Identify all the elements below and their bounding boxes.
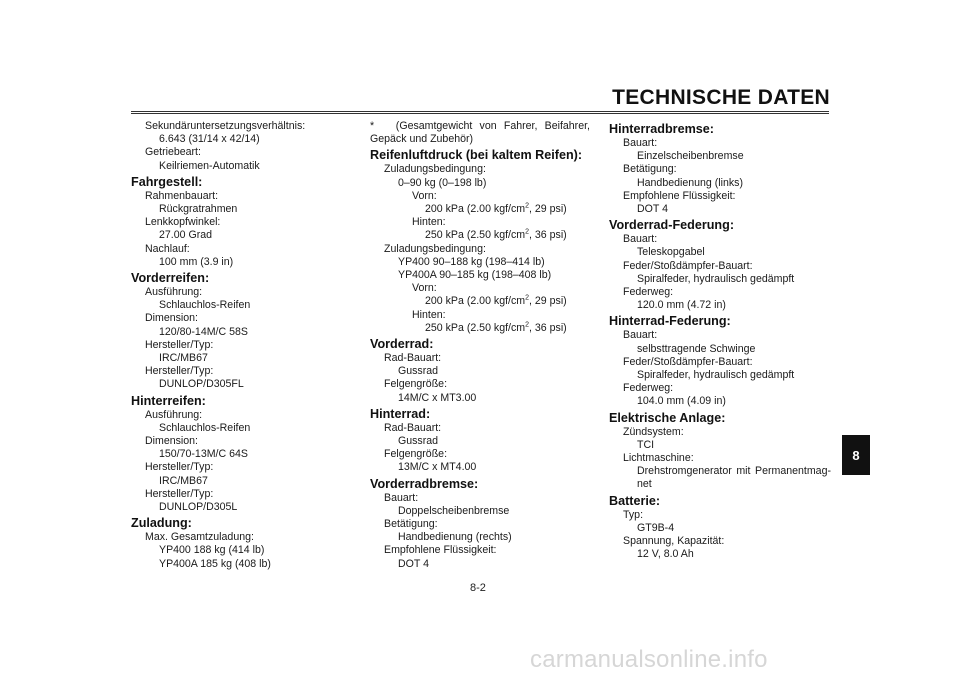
spec-line: Einzelscheibenbremse — [637, 150, 744, 163]
spec-line — [370, 295, 590, 308]
spec-line: Spiralfeder, hydraulisch gedämpft — [637, 272, 795, 285]
spec-line: Zuladungsbedingung: — [384, 242, 486, 255]
spec-line: Sekundäruntersetzungsverhältnis: — [145, 120, 306, 132]
footnote-text-line-2: Gepäck und Zubehör) — [370, 133, 474, 146]
spec-line: Rückgratrahmen — [159, 203, 238, 216]
spec-line: Schlauchlos-Reifen — [159, 299, 251, 312]
spec-line: Keilriemen-Automatik — [159, 159, 260, 172]
section-heading: Hinterrad-Federung: — [609, 314, 731, 329]
section-heading: Reifenluftdruck (bei kaltem Reifen): — [370, 148, 583, 163]
section-heading: Fahrgestell: — [131, 174, 203, 189]
spec-value-suffix: , 29 psi) — [529, 295, 567, 308]
spec-line: Betätigung: — [384, 518, 438, 531]
spec-line: 6.643 (31/14 x 42/14) — [159, 133, 260, 146]
spec-line: Feder/Stoßdämpfer-Bauart: — [623, 355, 753, 368]
spec-line: YP400A 185 kg (408 lb) — [159, 557, 271, 570]
spec-line: Lenkkopfwinkel: — [145, 216, 221, 229]
spec-list — [370, 147, 590, 570]
spec-line: Drehstromgenerator mit Permanentmag- — [637, 465, 831, 478]
section-heading: Elektrische Anlage: — [609, 410, 726, 425]
footnote-text-line-1: (Gesamtgewicht von Fahrer, Beifahrer, — [395, 120, 590, 132]
spec-line: Hersteller/Typ: — [145, 365, 214, 378]
watermark: carmanualsonline.info — [530, 646, 768, 673]
spec-line: Hinten: — [412, 216, 446, 229]
spec-line: 120/80-14M/C 58S — [159, 325, 248, 338]
spec-line — [370, 322, 590, 335]
section-heading: Zuladung: — [131, 516, 192, 531]
spec-line: Federweg: — [623, 286, 674, 299]
spec-line: Nachlauf: — [145, 242, 190, 255]
title-divider — [131, 111, 829, 114]
spec-line: Ausführung: — [145, 286, 203, 299]
spec-value-suffix: , 29 psi) — [529, 203, 567, 216]
spec-column-1 — [131, 120, 351, 571]
spec-line: Lichtmaschine: — [623, 452, 694, 465]
spec-line: 13M/C x MT4.00 — [398, 461, 477, 474]
spec-line: 120.0 mm (4.72 in) — [637, 299, 726, 312]
spec-line: 14M/C x MT3.00 — [398, 391, 477, 404]
spec-line: Dimension: — [145, 312, 198, 325]
spec-line: 27.00 Grad — [159, 229, 213, 242]
spec-line — [370, 229, 590, 242]
spec-line: Vorn: — [412, 282, 437, 295]
spec-value: 200 kPa (2.00 kgf/cm — [425, 295, 526, 308]
spec-line: Bauart: — [623, 233, 658, 246]
section-heading: Hinterradbremse: — [609, 122, 714, 136]
section-heading: Vorderrad-Federung: — [609, 218, 735, 233]
spec-line: Hersteller/Typ: — [145, 487, 214, 500]
spec-line: YP400 90–188 kg (198–414 lb) — [398, 255, 545, 268]
section-heading: Vorderradbremse: — [370, 476, 479, 491]
superscript: 2 — [525, 294, 530, 302]
spec-line: Zuladungsbedingung: — [384, 163, 486, 176]
section-heading: Hinterrad: — [370, 406, 431, 421]
spec-line: DUNLOP/D305FL — [159, 378, 244, 391]
spec-line: DOT 4 — [637, 203, 669, 216]
spec-line: Ausführung: — [145, 408, 203, 421]
spec-line: DUNLOP/D305L — [159, 501, 238, 514]
spec-line: Hersteller/Typ: — [145, 338, 214, 351]
spec-line — [370, 203, 590, 216]
spec-line: 12 V, 8.0 Ah — [637, 548, 694, 561]
page-title: TECHNISCHE DATEN — [612, 86, 830, 109]
spec-line: Handbedienung (links) — [637, 176, 744, 189]
spec-line: Rahmenbauart: — [145, 189, 219, 202]
spec-line: Schlauchlos-Reifen — [159, 421, 251, 434]
spec-line: Bauart: — [623, 329, 658, 342]
spec-value-suffix: , 36 psi) — [529, 321, 567, 334]
spec-line: Typ: — [623, 508, 644, 521]
spec-line: IRC/MB67 — [159, 474, 208, 487]
spec-line: Felgengröße: — [384, 378, 448, 391]
spec-line: Teleskopgabel — [637, 246, 705, 259]
spec-line: Dimension: — [145, 435, 198, 448]
spec-line: Bauart: — [384, 491, 419, 504]
section-heading: Batterie: — [609, 493, 661, 508]
spec-value-suffix: , 36 psi) — [529, 229, 567, 242]
spec-line: Bauart: — [623, 137, 658, 149]
spec-column-2 — [370, 120, 590, 571]
page-number: 8-2 — [470, 582, 486, 594]
spec-line: Felgengröße: — [384, 448, 448, 461]
spec-line: 150/70-13M/C 64S — [159, 448, 248, 461]
spec-line: Doppelscheibenbremse — [398, 504, 510, 517]
spec-line: DOT 4 — [398, 557, 430, 570]
spec-line: Feder/Stoßdämpfer-Bauart: — [623, 259, 753, 272]
spec-line: Betätigung: — [623, 163, 677, 176]
spec-line: GT9B-4 — [637, 521, 675, 534]
spec-line: Gussrad — [398, 435, 439, 448]
spec-line: Hersteller/Typ: — [145, 461, 214, 474]
spec-line: Hinten: — [412, 308, 446, 321]
spec-value: 250 kPa (2.50 kgf/cm — [425, 229, 526, 242]
spec-line: Federweg: — [623, 382, 674, 395]
superscript: 2 — [525, 202, 530, 210]
footnote-marker: * — [370, 120, 375, 132]
spec-line: net — [637, 478, 652, 491]
spec-line: Max. Gesamtzuladung: — [145, 531, 254, 544]
spec-column-3 — [609, 120, 831, 561]
spec-line: Handbedienung (rechts) — [398, 531, 512, 544]
spec-line: 104.0 mm (4.09 in) — [637, 395, 726, 408]
spec-line: Gussrad — [398, 365, 439, 378]
footnote — [370, 120, 590, 146]
spec-value: 200 kPa (2.00 kgf/cm — [425, 203, 526, 216]
spec-line: Zündsystem: — [623, 425, 684, 438]
spec-line: Spannung, Kapazität: — [623, 535, 725, 548]
spec-line: Getriebeart: — [145, 146, 201, 159]
spec-line: YP400 188 kg (414 lb) — [159, 544, 265, 557]
spec-line: selbsttragende Schwinge — [637, 342, 756, 355]
spec-line: YP400A 90–185 kg (198–408 lb) — [398, 269, 552, 282]
spec-line: TCI — [637, 438, 655, 451]
section-heading: Hinterreifen: — [131, 393, 206, 408]
spec-value: 250 kPa (2.50 kgf/cm — [425, 321, 526, 334]
spec-line: 0–90 kg (0–198 lb) — [398, 176, 487, 189]
spec-line: Empfohlene Flüssigkeit: — [384, 544, 497, 557]
spec-line: Rad-Bauart: — [384, 352, 442, 365]
superscript: 2 — [525, 321, 530, 329]
section-heading: Vorderreifen: — [131, 271, 210, 286]
spec-line: Rad-Bauart: — [384, 421, 442, 434]
spec-line: Vorn: — [412, 189, 437, 202]
section-heading: Vorderrad: — [370, 337, 434, 352]
spec-line: 100 mm (3.9 in) — [159, 255, 234, 268]
spec-line: IRC/MB67 — [159, 352, 208, 365]
superscript: 2 — [525, 228, 530, 236]
chapter-tab: 8 — [842, 435, 870, 475]
spec-line: Spiralfeder, hydraulisch gedämpft — [637, 369, 795, 382]
spec-line: Empfohlene Flüssigkeit: — [623, 189, 736, 202]
